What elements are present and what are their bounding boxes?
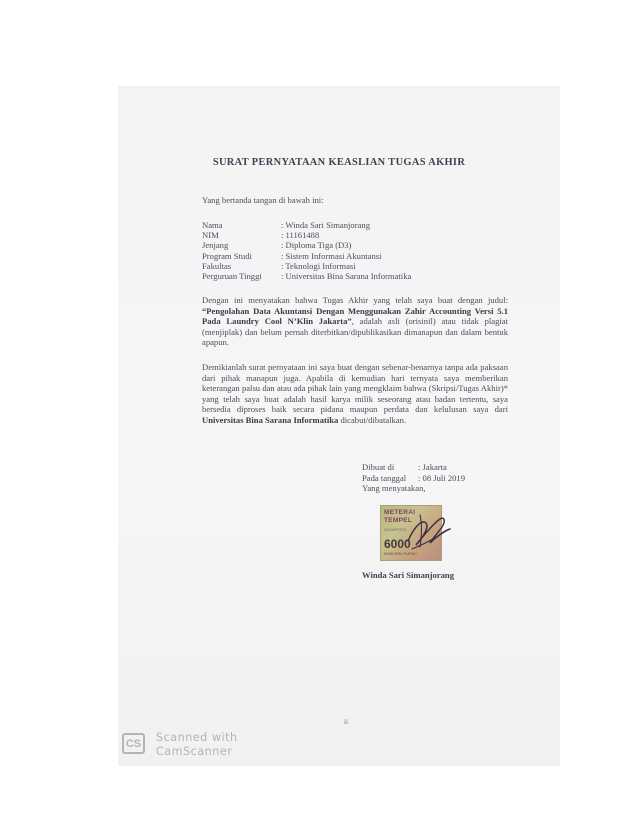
date-value: : 08 Juli 2019 bbox=[418, 472, 466, 483]
field-label: Jenjang bbox=[202, 240, 229, 251]
field-value: : Universitas Bina Sarana Informatika bbox=[281, 270, 412, 281]
handwritten-signature bbox=[386, 501, 456, 565]
watermark-text bbox=[156, 731, 276, 759]
field-row-faculty bbox=[202, 261, 411, 271]
declaration-text-end: dicabut/dibatalkan. bbox=[338, 414, 407, 425]
field-value: : Winda Sari Simanjorang bbox=[281, 220, 371, 230]
stamp-code: 0CDAFF876 bbox=[384, 527, 407, 532]
field-row-nim bbox=[202, 230, 411, 240]
statement-text-end: , adalah asli (orisinil) atau tidak plagiat (menjiplak) dan belum pernah diterbitkan/dipublikasikan dimanapun dan dalam bentuk apapun. bbox=[202, 316, 508, 348]
field-value: : Sistem Informasi Akuntansi bbox=[281, 250, 382, 261]
signing-place bbox=[362, 462, 465, 473]
statement-text: Dengan ini menyatakan bahwa Tugas Akhir yang telah saya buat dengan judul: bbox=[202, 295, 508, 305]
document-title: SURAT PERNYATAAN KEASLIAN TUGAS AKHIR bbox=[212, 157, 466, 168]
statement-paragraph bbox=[202, 295, 508, 348]
stamp-title: METERAI bbox=[384, 509, 416, 516]
place-label: Dibuat di bbox=[362, 462, 395, 472]
field-value: : Teknologi Informasi bbox=[281, 260, 356, 271]
signer-name: Winda Sari Simanjorang bbox=[362, 570, 455, 580]
university-name: Universitas Bina Sarana Informatika bbox=[202, 414, 339, 425]
place-value: : Jakarta bbox=[418, 462, 447, 472]
declaration-paragraph bbox=[202, 362, 508, 426]
field-value: : Diploma Tiga (D3) bbox=[281, 240, 352, 251]
stamp-value: 6000 bbox=[384, 537, 411, 551]
page-number: ii bbox=[344, 718, 348, 726]
field-label: Program Studi bbox=[202, 250, 252, 261]
date-label: Pada tanggal bbox=[362, 472, 407, 483]
field-label: NIM bbox=[202, 230, 219, 241]
watermark-line1: Scanned with bbox=[156, 731, 238, 744]
field-row-program bbox=[202, 251, 411, 261]
identity-fields bbox=[202, 220, 411, 281]
field-label: Fakultas bbox=[202, 260, 232, 271]
field-value: : 11161488 bbox=[281, 230, 320, 241]
field-row-name bbox=[202, 220, 411, 230]
signing-block bbox=[362, 462, 465, 494]
field-label: Nama bbox=[202, 220, 223, 230]
document-page bbox=[118, 86, 560, 766]
signing-statement: Yang menyatakan, bbox=[362, 483, 426, 494]
stamp-value-words: ENAM RIBU RUPIAH bbox=[384, 552, 417, 556]
intro-text: Yang bertanda tangan di bawah ini: bbox=[202, 195, 324, 205]
camscanner-logo-icon: CS bbox=[122, 733, 145, 754]
signing-date bbox=[362, 473, 465, 484]
field-row-university bbox=[202, 271, 411, 281]
field-label: Perguruan Tinggi bbox=[202, 270, 262, 281]
declaration-text: Demikianlah surat pernyataan ini saya buat dengan sebenar-benarnya tanpa ada paksaan dari pihak manapun juga. Apabila di kemudian hari ternyata saya memberikan keterangan palsu dan atau ada pihak lain yang mengklaim bahwa (Skripsi/Tugas Akhir)* yang telah saya buat adalah hasil karya milik seseorang atau badan tertentu, saya bersedia diproses baik secara pidana maupun perdata dan kelulusan saya dari bbox=[202, 362, 508, 415]
stamp-subtitle: TEMPEL bbox=[384, 517, 413, 524]
thesis-title: “Pengolahan Data Akuntansi Dengan Menggunakan Zahir Accounting Versi 5.1 Pada Laundry Cool N’Klin Jakarta” bbox=[202, 305, 508, 327]
field-row-level bbox=[202, 240, 411, 250]
stamp-and-signature bbox=[380, 501, 450, 565]
watermark-line2: CamScanner bbox=[156, 745, 233, 758]
